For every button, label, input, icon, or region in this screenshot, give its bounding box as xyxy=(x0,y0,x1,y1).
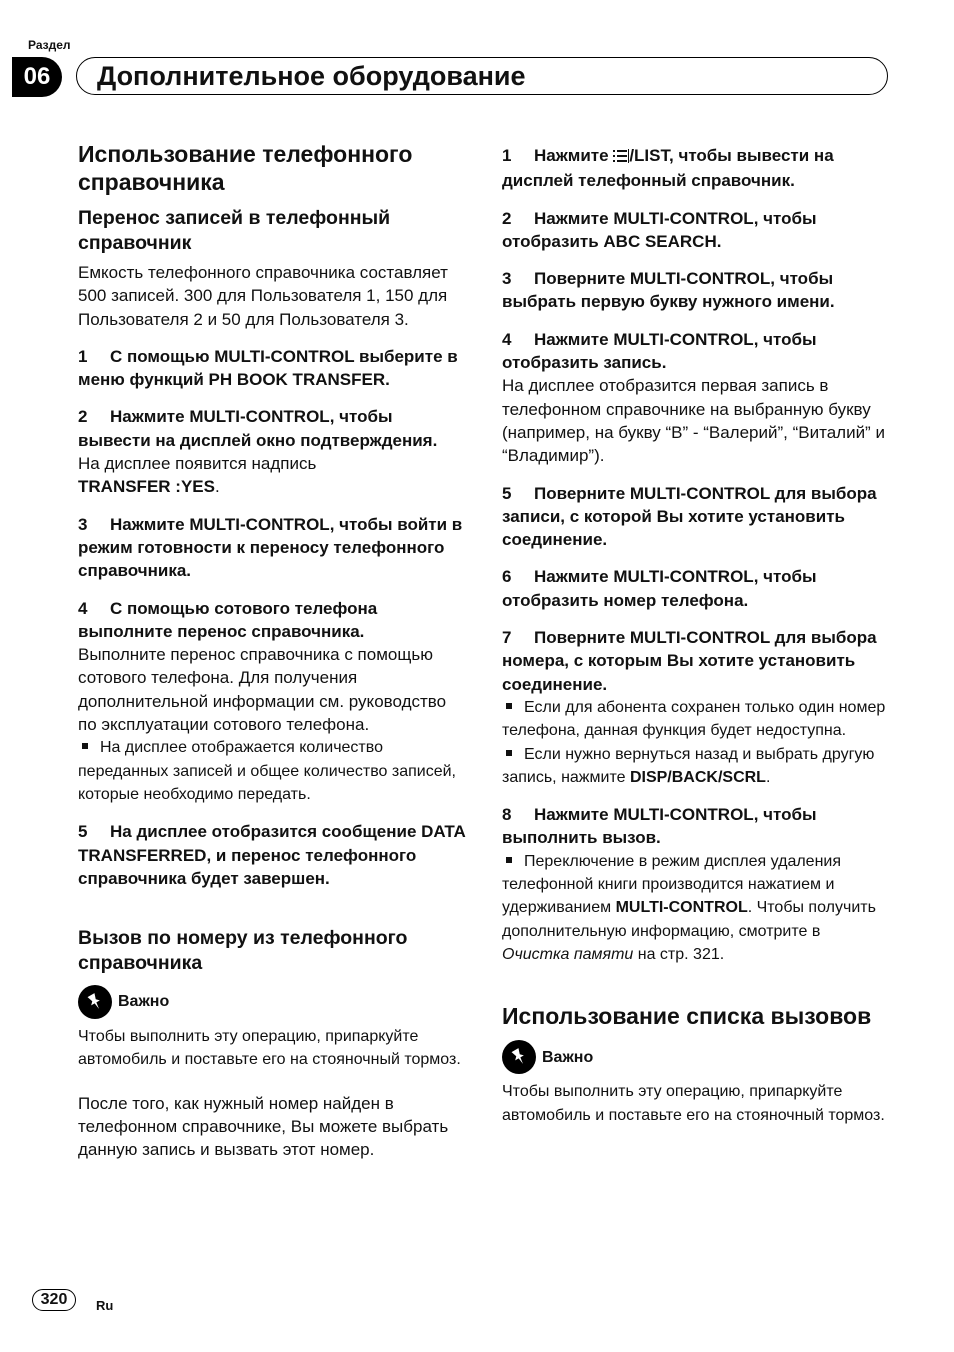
step-r7: 7 Поверните MULTI-CONTROL для выбора номера, с которым Вы хотите установить соединение. xyxy=(502,628,877,694)
step-5: 5 На дисплее отобразится сообщение DATA TRANSFERRED, и перенос телефонного справочника будет завершен. xyxy=(78,822,466,888)
bullet-square-icon xyxy=(506,857,512,863)
step-3: 3 Нажмите MULTI-CONTROL, чтобы войти в режим готовности к переносу телефонного справочника. xyxy=(78,514,463,581)
bullet-square-icon xyxy=(82,743,88,749)
section-label: Раздел xyxy=(28,38,71,52)
section-number: 06 xyxy=(12,57,62,97)
step-r5: 5 Поверните MULTI-CONTROL для выбора записи, с которой Вы хотите установить соединение. xyxy=(502,483,877,550)
step-r4-text: На дисплее отобразится первая запись в телефонном справочнике на выбранную букву (например, на букву “В” - “Валерий”, “Виталий” и “Владимир”). xyxy=(502,376,885,466)
important-text-right: Чтобы выполнить эту операцию, припаркуйте автомобиль и поставьте его на стояночный тормоз. xyxy=(502,1083,885,1124)
subheading-call-from-phonebook: Вызов по номеру из телефонного справочника xyxy=(78,927,408,974)
step-2: 2 Нажмите MULTI-CONTROL, чтобы вывести на дисплей окно подтверждения. xyxy=(78,407,438,450)
step-4: 4 С помощью сотового телефона выполните перенос справочника. xyxy=(78,598,378,641)
step-r8-bullet: Переключение в режим дисплея удаления телефонной книги производится нажатием и удерживанием MULTI-CONTROL. Чтобы получить дополнительную информацию, смотрите в Очистка памяти на стр. 321. xyxy=(502,852,876,963)
important-text: Чтобы выполнить эту операцию, припаркуйте автомобиль и поставьте его на стояночный тормоз. xyxy=(78,1028,461,1069)
after-text: После того, как нужный номер найден в телефонном справочнике, Вы можете выбрать данную запись и вызвать этот номер. xyxy=(78,1093,449,1160)
pushpin-icon xyxy=(78,985,112,1019)
language-code: Ru xyxy=(96,1298,114,1313)
cross-reference-link[interactable]: Очистка памяти xyxy=(502,945,634,963)
step-r3: 3 Поверните MULTI-CONTROL, чтобы выбрать первую букву нужного имени. xyxy=(502,269,835,312)
subheading-transfer: Перенос записей в телефонный справочник xyxy=(78,207,391,254)
step-r6: 6 Нажмите MULTI-CONTROL, чтобы отобразить номер телефона. xyxy=(502,567,817,610)
pushpin-icon xyxy=(502,1040,536,1074)
important-note: Важно xyxy=(78,985,466,1019)
heading-phonebook-usage: Использование телефонного справочника xyxy=(78,141,413,195)
right-column xyxy=(502,140,890,1127)
step-r4: 4 Нажмите MULTI-CONTROL, чтобы отобразить запись. xyxy=(502,329,817,373)
page-number: 320 xyxy=(32,1289,76,1311)
step-1: 1 С помощью MULTI-CONTROL выберите в меню функций PH BOOK TRANSFER. xyxy=(78,346,458,390)
heading-call-list: Использование списка вызовов xyxy=(502,1003,872,1030)
step-4-text: Выполните перенос справочника с помощью сотового телефона. Для получения дополнительной информации см. руководство по эксплуатации сотового телефона. xyxy=(78,645,447,735)
bullet-square-icon xyxy=(506,750,512,756)
step-r1: 1 Нажмите /LIST, чтобы вывести на дисплей телефонный справочник. xyxy=(502,146,834,191)
list-icon xyxy=(613,146,629,169)
intro-text: Емкость телефонного справочника составляет 500 записей. 300 для Пользователя 1, 150 для Пользователя 2 и 50 для Пользователя 3. xyxy=(78,263,448,329)
step-r7-bullet-2: Если нужно вернуться назад и выбрать другую запись, нажмите DISP/BACK/SCRL. xyxy=(502,745,875,786)
left-column xyxy=(78,140,466,1162)
important-note-right: Важно xyxy=(502,1040,890,1074)
step-2-text: На дисплее появится надпись TRANSFER :YES. xyxy=(78,454,317,497)
step-r8: 8 Нажмите MULTI-CONTROL, чтобы выполнить вызов. xyxy=(502,805,817,848)
bullet-square-icon xyxy=(506,703,512,709)
step-4-bullet: На дисплее отображается количество переданных записей и общее количество записей, которые необходимо передать. xyxy=(78,739,456,803)
step-r7-bullet-1: Если для абонента сохранен только один номер телефона, данная функция будет недоступна. xyxy=(502,698,886,740)
step-r2: 2 Нажмите MULTI-CONTROL, чтобы отобразить ABC SEARCH. xyxy=(502,208,817,251)
chapter-title: Дополнительное оборудование xyxy=(76,57,888,95)
